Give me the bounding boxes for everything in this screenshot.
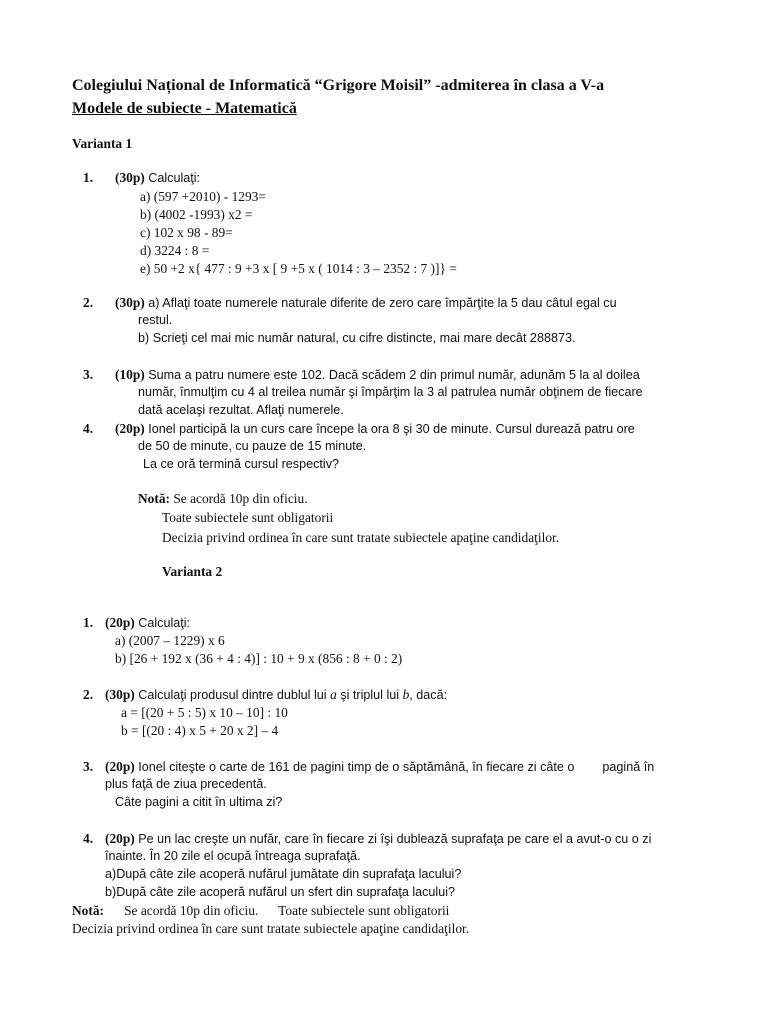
- points-badge: (20p): [105, 759, 135, 774]
- problem-text: şi triplul lui: [336, 688, 403, 702]
- v1-problem-2-line-2: restul.: [138, 313, 173, 327]
- v1-problem-2-line-3: b) Scrieţi cel mai mic număr natural, cu cifre distincte, mai mare decât 288873.: [138, 331, 576, 345]
- problem-number: 1.: [83, 170, 94, 185]
- v1-p1-item-a: a) (597 +2010) - 1293=: [140, 189, 266, 204]
- problem-text: Calculaţi:: [144, 171, 201, 185]
- points-badge: (20p): [105, 615, 135, 630]
- note-text: [104, 903, 124, 918]
- v2-p2-equation-a: a = [(20 + 5 : 5) x 10 – 10] : 10: [121, 705, 288, 720]
- variable-a: a: [330, 687, 337, 702]
- note-text: Se acordă 10p din oficiu.: [169, 491, 308, 506]
- v2-problem-4-line-1: [105, 832, 651, 847]
- v1-p1-item-c: c) 102 x 98 - 89=: [140, 225, 233, 240]
- problem-text: Calculaţi:: [134, 616, 191, 630]
- v1-p1-item-d: d) 3224 : 8 =: [140, 243, 210, 258]
- points-badge: (30p): [115, 295, 145, 310]
- problem-text: , dacă:: [409, 688, 448, 702]
- v1-p1-item-b: b) (4002 -1993) x2 =: [140, 207, 253, 222]
- v2-note-line-2: Decizia privind ordinea în care sunt tratate subiectele apaţine candidaţilor.: [72, 921, 470, 936]
- v2-problem-1-heading: [105, 616, 190, 631]
- v1-problem-2-line-1: [115, 296, 617, 311]
- points-badge: (10p): [115, 367, 145, 382]
- problem-number: 4.: [83, 831, 94, 846]
- problem-text: Ionel citeşte o carte de 161 de pagini timp de o săptămână, în fiecare zi câte o pagină în: [134, 760, 655, 774]
- note-text: Se acordă 10p din oficiu. Toate subiectele sunt obligatorii: [124, 903, 450, 918]
- variant-2-title: Varianta 2: [162, 564, 223, 579]
- v2-problem-4-line-4: b)După câte zile acoperă nufărul un sfert din suprafaţa lacului?: [105, 885, 456, 899]
- problem-number: 3.: [83, 759, 94, 774]
- v1-note-line-2: Toate subiectele sunt obligatorii: [162, 510, 334, 525]
- problem-text: Calculaţi produsul dintre dublul lui: [134, 688, 331, 702]
- variant-1-title: Varianta 1: [72, 136, 133, 151]
- v1-problem-1-heading: [115, 171, 200, 186]
- v1-problem-4-line-2: de 50 de minute, cu pauze de 15 minute.: [138, 439, 367, 453]
- note-label: Notă:: [138, 491, 170, 506]
- points-badge: (20p): [105, 831, 135, 846]
- problem-number: 2.: [83, 687, 94, 702]
- v1-problem-1: [83, 171, 93, 186]
- document-title: Colegiului Național de Informatică “Grigore Moisil” -admiterea în clasa a V-a: [72, 77, 605, 94]
- points-badge: (30p): [105, 687, 135, 702]
- v1-p1-item-e: e) 50 +2 x{ 477 : 9 +3 x [ 9 +5 x ( 1014 : 3 – 2352 : 7 )]} =: [140, 261, 457, 276]
- v1-problem-4-line-1: [115, 422, 635, 437]
- v2-problem-2-heading: [105, 688, 447, 703]
- problem-number: 1.: [83, 615, 94, 630]
- v1-problem-3-line-1: [115, 368, 640, 383]
- v1-note-line-3: Decizia privind ordinea în care sunt tratate subiectele apaţine candidaţilor.: [162, 530, 560, 545]
- v1-note-line-1: [138, 492, 308, 507]
- v2-note-line-1: [72, 904, 449, 919]
- v1-problem-4-line-3: La ce oră termină cursul respectiv?: [143, 457, 339, 471]
- problem-text: Ionel participă la un curs care începe la ora 8 şi 30 de minute. Cursul durează patru ore: [144, 422, 635, 436]
- v1-problem-3-line-3: dată acelaşi rezultat. Aflaţi numerele.: [138, 403, 344, 417]
- v2-p1-item-a: a) (2007 – 1229) x 6: [115, 633, 225, 648]
- v2-p1-item-b: b) [26 + 192 x (36 + 4 : 4)] : 10 + 9 x (856 : 8 + 0 : 2): [115, 651, 403, 666]
- problem-text: Pe un lac creşte un nufăr, care în fiecare zi îşi dublează suprafaţa pe care el a avut-o cu o zi: [134, 832, 652, 846]
- variable-b: b: [402, 687, 410, 702]
- problem-text: Suma a patru numere este 102. Dacă scădem 2 din primul număr, adunăm 5 la al doilea: [144, 368, 640, 382]
- problem-number: 2.: [83, 295, 94, 310]
- v2-problem-3-line-1: [105, 760, 654, 775]
- v2-problem-3-line-2: plus faţă de ziua precedentă.: [105, 777, 267, 791]
- problem-text: a) Aflaţi toate numerele naturale diferite de zero care împărţite la 5 dau câtul egal cu: [144, 296, 617, 310]
- problem-number: 3.: [83, 367, 94, 382]
- problem-number: 4.: [83, 421, 94, 436]
- v2-problem-3-line-3: Câte pagini a citit în ultima zi?: [115, 795, 283, 809]
- points-badge: (20p): [115, 421, 145, 436]
- v2-p2-equation-b: b = [(20 : 4) x 5 + 20 x 2] – 4: [121, 723, 279, 738]
- note-label: Notă:: [72, 903, 104, 918]
- v1-problem-3-line-2: număr, înmulţim cu 4 al treilea număr şi împărţim la 3 al patrulea număr obţinem de fiecare: [138, 385, 643, 399]
- v2-problem-4-line-2: înainte. În 20 zile el ocupă întreaga suprafaţă.: [105, 849, 361, 863]
- document-subtitle: Modele de subiecte - Matematică: [72, 100, 297, 117]
- points-badge: (30p): [115, 170, 145, 185]
- v2-problem-4-line-3: a)După câte zile acoperă nufărul jumătate din suprafaţa lacului?: [105, 867, 462, 881]
